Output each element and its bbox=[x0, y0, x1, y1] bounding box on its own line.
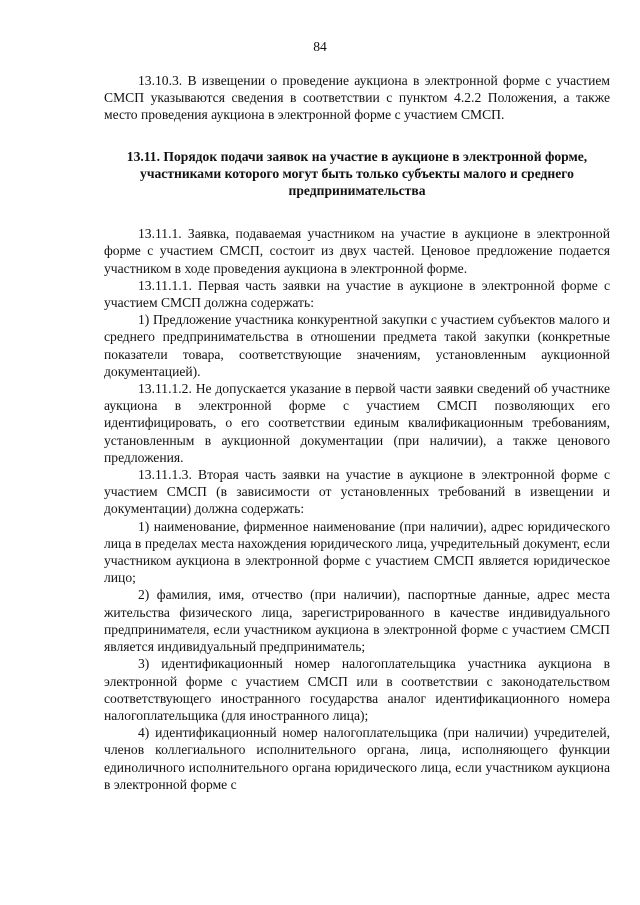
paragraph-13-11-1-3: 13.11.1.3. Вторая часть заявки на участие в аукционе в электронной форме с участием СМСП (в зависимости от установленных требований в извещении и документации) должна содержать: bbox=[104, 467, 610, 517]
list-item: 2) фамилия, имя, отчество (при наличии), паспортные данные, адрес места жительства физического лица, зарегистрированного в качестве индивидуального предпринимателя, если участником аукциона в электронной форме с участием СМСП является индивидуальный предприниматель; bbox=[104, 587, 610, 655]
list-item: 1) Предложение участника конкурентной закупки с участием субъектов малого и среднего предпринимательства в отношении предмета такой закупки (конкретные показатели товара, соответствующие значениям, установленным аукционной документацией). bbox=[104, 312, 610, 379]
document-body bbox=[104, 72, 610, 793]
paragraph-13-11-1-2: 13.11.1.2. Не допускается указание в первой части заявки сведений об участнике аукциона в электронной форме с участием СМСП позволяющих его идентифицировать, о его соответствии единым квалификационным требованиям, установленным в аукционной документации (при наличии), а также ценового предложения. bbox=[104, 381, 610, 465]
paragraph-13-11-1-1: 13.11.1.1. Первая часть заявки на участие в аукционе в электронной форме с участием СМСП должна содержать: bbox=[104, 277, 610, 311]
page-number: 84 bbox=[313, 39, 327, 54]
list-item: 4) идентификационный номер налогоплательщика (при наличии) учредителей, членов коллегиального исполнительного органа, лица, исполняющего функции единоличного исполнительного органа юридического лица, если участником аукциона в электронной форме с bbox=[104, 725, 610, 792]
section-heading: 13.11. Порядок подачи заявок на участие в аукционе в электронной форме, участниками которого могут быть только субъекты малого и среднего предпринимательства bbox=[126, 148, 588, 199]
list-item: 1) наименование, фирменное наименование (при наличии), адрес юридического лица в пределах места нахождения юридического лица, учредительный документ, если участником аукциона в электронной форме с участием СМСП является юридическое лицо; bbox=[104, 518, 610, 586]
paragraph-13-11-1: 13.11.1. Заявка, подаваемая участником на участие в аукционе в электронной форме с участием СМСП, состоит из двух частей. Ценовое предложение подается участником в ходе проведения аукциона в электронной форме. bbox=[104, 226, 610, 276]
paragraph-13-10-3: 13.10.3. В извещении о проведение аукциона в электронной форме с участием СМСП указываются сведения в соответствии с пунктом 4.2.2 Положения, а также место проведения аукциона в электронной форме с участием СМСП. bbox=[104, 73, 610, 123]
list-item: 3) идентификационный номер налогоплательщика участника аукциона в электронной форме с участием СМСП или в соответствии с законодательством соответствующего иностранного государства аналог идентификационного номера налогоплательщика (для иностранного лица); bbox=[104, 656, 610, 723]
